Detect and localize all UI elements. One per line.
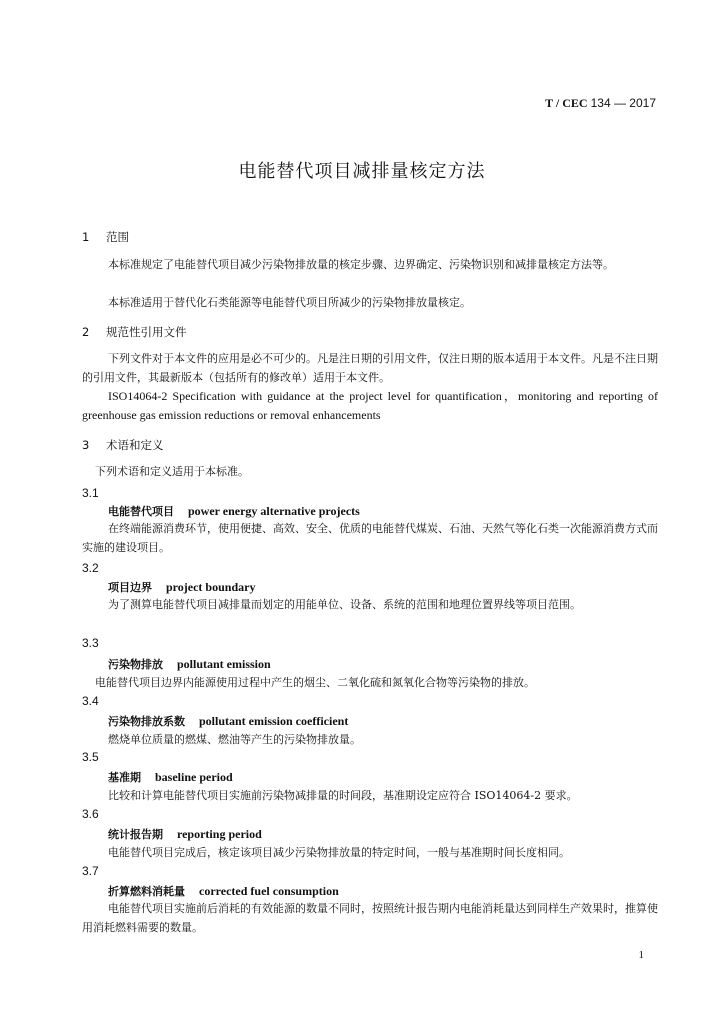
section-number: 3 bbox=[82, 438, 90, 452]
document-title: 电能替代项目减排量核定方法 bbox=[238, 161, 486, 182]
term-number: 3.3 bbox=[82, 636, 99, 650]
term-cn: 基准期 bbox=[108, 771, 141, 784]
term-heading bbox=[108, 713, 348, 729]
term-heading bbox=[108, 883, 339, 899]
term-en: corrected fuel consumption bbox=[199, 884, 339, 898]
standard-number: 134 — 2017 bbox=[590, 96, 656, 110]
paragraph: 本标准规定了电能替代项目减少污染物排放量的核定步骤、边界确定、污染物识别和减排量核定方法等。 bbox=[108, 258, 614, 271]
reference-entry: ISO14064-2 Specification with guidance at the project level for quantification，monitoring and reporting of greenhouse gas emission reductions or removal enhancements bbox=[82, 389, 658, 422]
term-en: baseline period bbox=[155, 770, 233, 784]
term-number: 3.5 bbox=[82, 750, 99, 764]
section-heading-1 bbox=[82, 229, 129, 245]
term-cn: 统计报告期 bbox=[108, 828, 163, 841]
paragraph: 下列术语和定义适用于本标准。 bbox=[95, 465, 249, 478]
paragraph: 下列文件对于本文件的应用是必不可少的。凡是注日期的引用文件，仅注日期的版本适用于本文件。凡是不注日期的引用文件，其最新版本（包括所有的修改单）适用于本文件。 bbox=[82, 352, 658, 384]
term-definition: 在终端能源消费环节，使用便捷、高效、安全、优质的电能替代煤炭、石油、天然气等化石类一次能源消费方式而实施的建设项目。 bbox=[82, 522, 658, 554]
term-en: pollutant emission coefficient bbox=[199, 714, 349, 728]
term-number: 3.2 bbox=[82, 561, 99, 575]
term-en: reporting period bbox=[177, 827, 262, 841]
term-definition: 燃烧单位质量的燃煤、燃油等产生的污染物排放量。 bbox=[108, 733, 361, 746]
term-cn: 折算燃料消耗量 bbox=[108, 885, 185, 898]
section-heading-2 bbox=[82, 324, 187, 340]
term-number: 3.4 bbox=[82, 694, 99, 708]
term-cn: 污染物排放 bbox=[108, 658, 163, 671]
term-heading bbox=[108, 503, 360, 519]
term-cn: 污染物排放系数 bbox=[108, 715, 185, 728]
page-number: 1 bbox=[638, 949, 644, 961]
term-number: 3.1 bbox=[82, 486, 99, 500]
term-en: pollutant emission bbox=[177, 657, 271, 671]
section-number: 2 bbox=[82, 325, 90, 339]
term-heading bbox=[108, 656, 271, 672]
standard-code bbox=[545, 96, 656, 111]
paragraph: 本标准适用于替代化石类能源等电能替代项目所减少的污染物排放量核定。 bbox=[108, 296, 471, 309]
term-definition: 电能替代项目实施前后消耗的有效能源的数量不同时，按照统计报告期内电能消耗量达到同样生产效果时，推算使用消耗燃料需要的数量。 bbox=[82, 902, 658, 934]
term-definition: 电能替代项目边界内能源使用过程中产生的烟尘、二氧化硫和氮氧化合物等污染物的排放。 bbox=[95, 676, 535, 689]
section-number: 1 bbox=[82, 230, 90, 244]
term-en: power energy alternative projects bbox=[188, 504, 360, 518]
term-number: 3.6 bbox=[82, 807, 99, 821]
term-definition: 电能替代项目完成后，核定该项目减少污染物排放量的特定时间，一般与基准期时间长度相同。 bbox=[108, 846, 570, 859]
term-cn: 电能替代项目 bbox=[108, 505, 174, 518]
standard-code-prefix: T / CEC bbox=[545, 96, 588, 110]
section-title: 规范性引用文件 bbox=[106, 325, 187, 339]
section-heading-3 bbox=[82, 437, 164, 453]
term-heading bbox=[108, 769, 233, 785]
term-heading bbox=[108, 579, 255, 595]
term-heading bbox=[108, 826, 262, 842]
term-cn: 项目边界 bbox=[108, 581, 152, 594]
term-definition: 比较和计算电能替代项目实施前污染物减排量的时间段，基准期设定应符合 ISO14064-2 要求。 bbox=[108, 789, 578, 802]
term-definition: 为了测算电能替代项目减排量而划定的用能单位、设备、系统的范围和地理位置界线等项目范围。 bbox=[108, 598, 581, 611]
term-number: 3.7 bbox=[82, 864, 99, 878]
term-en: project boundary bbox=[166, 580, 256, 594]
section-title: 范围 bbox=[106, 230, 129, 244]
section-title: 术语和定义 bbox=[106, 438, 164, 452]
